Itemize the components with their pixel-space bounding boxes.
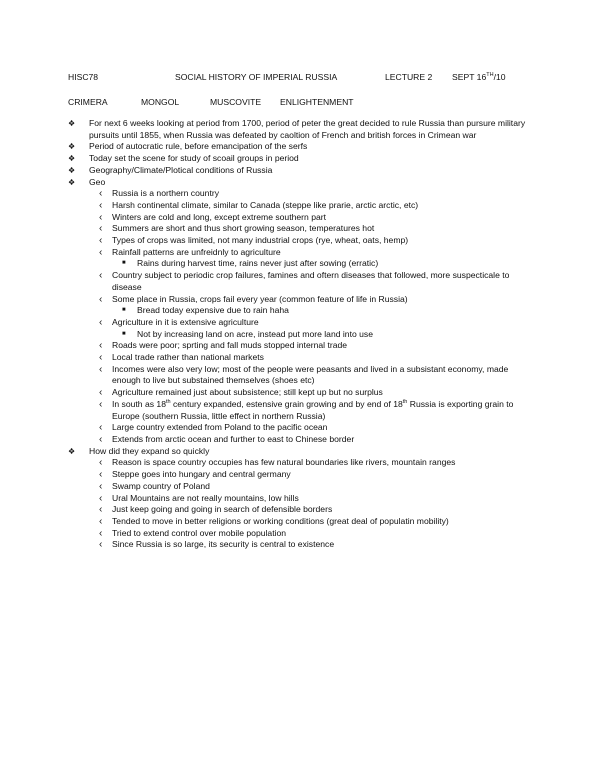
bullet-item-level-2 xyxy=(68,235,528,247)
bullet-text: Extends from arctic ocean and further to east to Chinese border xyxy=(112,433,355,444)
date-prefix: SEPT 16 xyxy=(452,72,487,82)
bullet-item-level-2 xyxy=(68,434,528,446)
bullet-item-level-2 xyxy=(68,528,528,540)
notes-list xyxy=(68,118,528,551)
bullet-text: Since Russia is so large, its security is central to existence xyxy=(112,539,335,550)
diamond-flower-bullet-icon: ❖ xyxy=(68,119,76,128)
check-arrow-bullet-icon: ‹ xyxy=(99,387,103,399)
bullet-text: Steppe goes into hungary and central germany xyxy=(112,469,291,480)
topic-muscovite: MUSCOVITE xyxy=(210,97,262,107)
bullet-item-level-2 xyxy=(68,352,528,364)
check-arrow-bullet-icon: ‹ xyxy=(99,433,103,445)
bullet-text: Country subject to periodic crop failures, famines and oftern diseases that followed, more suspecticale to disease xyxy=(112,270,510,292)
bullet-text: Agriculture remained just about subsistence; still kept up but no surplus xyxy=(112,387,383,398)
bullet-text: How did they expand so quickly xyxy=(89,445,210,456)
bullet-text: Summers are short and thus short growing season, temperatures hot xyxy=(112,223,375,234)
bullet-item-level-3 xyxy=(68,258,528,270)
bullet-item-level-2 xyxy=(68,340,528,352)
diamond-flower-bullet-icon: ❖ xyxy=(68,177,76,187)
bullet-item-level-1 xyxy=(68,165,528,177)
lecture-title: SOCIAL HISTORY OF IMPERIAL RUSSIA xyxy=(175,72,338,82)
bullet-item-level-2 xyxy=(68,457,528,469)
bullet-item-level-2 xyxy=(68,493,528,505)
bullet-item-level-1 xyxy=(68,153,528,165)
check-arrow-bullet-icon: ‹ xyxy=(99,480,103,492)
bullet-text: Some place in Russia, crops fail every year (common feature of life in Russia) xyxy=(112,293,408,304)
bullet-item-level-2 xyxy=(68,188,528,200)
bullet-item-level-2 xyxy=(68,294,528,306)
check-arrow-bullet-icon: ‹ xyxy=(99,199,103,211)
check-arrow-bullet-icon: ‹ xyxy=(99,235,103,247)
bullet-item-level-1 xyxy=(68,141,528,153)
bullet-text: Large country extended from Poland to the pacific ocean xyxy=(112,422,328,433)
bullet-text: Period of autocratic rule, before emancipation of the serfs xyxy=(89,141,308,152)
check-arrow-bullet-icon: ‹ xyxy=(99,340,103,352)
lecture-date xyxy=(452,72,506,82)
check-arrow-bullet-icon: ‹ xyxy=(99,492,103,504)
check-arrow-bullet-icon: ‹ xyxy=(99,246,103,258)
check-arrow-bullet-icon: ‹ xyxy=(99,211,103,223)
bullet-item-level-1 xyxy=(68,446,528,458)
check-arrow-bullet-icon: ‹ xyxy=(99,469,103,481)
diamond-flower-bullet-icon: ❖ xyxy=(68,154,76,164)
bullet-text: Tended to move in better religions or working conditions (great deal of populatin mobility) xyxy=(112,515,449,526)
bullet-text: Winters are cold and long, except extreme southern part xyxy=(112,211,327,222)
bullet-item-level-2 xyxy=(68,422,528,434)
bullet-item-level-2 xyxy=(68,539,528,551)
bullet-text: Types of crops was limited, not many industrial crops (rye, wheat, oats, hemp) xyxy=(112,235,409,246)
check-arrow-bullet-icon: ‹ xyxy=(99,422,103,434)
bullet-item-level-2 xyxy=(68,317,528,329)
bullet-item-level-3 xyxy=(68,329,528,341)
bullet-item-level-2 xyxy=(68,469,528,481)
bullet-text: Geo xyxy=(89,176,106,187)
check-arrow-bullet-icon: ‹ xyxy=(99,539,103,551)
bullet-text: For next 6 weeks looking at period from 1700, period of peter the great decided to rule Russia than pursure military pursuits until 1855, when Russia was defeated by caoltion of French and british forces in Crimean war xyxy=(89,118,526,140)
bullet-text: Rains during harvest time, rains never just after sowing (erratic) xyxy=(137,258,379,269)
check-arrow-bullet-icon: ‹ xyxy=(99,223,103,235)
check-arrow-bullet-icon: ‹ xyxy=(99,316,103,328)
topic-crimera: CRIMERA xyxy=(68,97,108,107)
square-bullet-icon: ■ xyxy=(122,307,126,314)
check-arrow-bullet-icon: ‹ xyxy=(99,504,103,516)
lecture-number: LECTURE 2 xyxy=(385,72,433,82)
bullet-text: Today set the scene for study of scoail groups in period xyxy=(89,153,299,164)
bullet-item-level-2 xyxy=(68,212,528,224)
diamond-flower-bullet-icon: ❖ xyxy=(68,446,76,456)
bullet-item-level-2 xyxy=(68,364,528,387)
square-bullet-icon: ■ xyxy=(122,330,126,337)
check-arrow-bullet-icon: ‹ xyxy=(99,270,103,282)
bullet-text: Reason is space country occupies has few natural boundaries like rivers, mountain ranges xyxy=(112,457,456,468)
topic-enlightenment: ENLIGHTENMENT xyxy=(280,97,354,107)
square-bullet-icon: ■ xyxy=(122,260,126,267)
bullet-item-level-1 xyxy=(68,118,528,141)
bullet-text: Bread today expensive due to rain haha xyxy=(137,305,289,316)
date-suffix: /10 xyxy=(493,72,506,82)
bullet-text: Russia is a northern country xyxy=(112,188,219,199)
check-arrow-bullet-icon: ‹ xyxy=(99,293,103,305)
bullet-item-level-2 xyxy=(68,516,528,528)
bullet-item-level-2 xyxy=(68,481,528,493)
check-arrow-bullet-icon: ‹ xyxy=(99,352,103,364)
check-arrow-bullet-icon: ‹ xyxy=(99,457,103,469)
date-sup: TH xyxy=(486,72,494,78)
bullet-text: Not by increasing land on acre, instead put more land into use xyxy=(137,328,373,339)
bullet-text: Tried to extend control over mobile population xyxy=(112,527,287,538)
bullet-text: Just keep going and going in search of defensible borders xyxy=(112,504,333,515)
check-arrow-bullet-icon: ‹ xyxy=(99,515,103,527)
topic-mongol: MONGOL xyxy=(141,97,180,107)
check-arrow-bullet-icon: ‹ xyxy=(99,363,103,375)
bullet-item-level-2 xyxy=(68,200,528,212)
bullet-item-level-2 xyxy=(68,247,528,259)
bullet-text: Roads were poor; sprting and fall muds stopped internal trade xyxy=(112,340,348,351)
bullet-text: Harsh continental climate, similar to Canada (steppe like prarie, arctic arctic, etc) xyxy=(112,199,419,210)
bullet-text: Swamp country of Poland xyxy=(112,480,210,491)
diamond-flower-bullet-icon: ❖ xyxy=(68,142,76,152)
check-arrow-bullet-icon: ‹ xyxy=(99,398,103,410)
bullet-item-level-2 xyxy=(68,504,528,516)
course-code: HISC78 xyxy=(68,72,99,82)
bullet-text: Incomes were also very low; most of the people were peasants and lived in a subsistant economy, made enough to live but substained themselves (shoes etc) xyxy=(112,363,509,386)
bullet-item-level-2 xyxy=(68,223,528,235)
check-arrow-bullet-icon: ‹ xyxy=(99,188,103,200)
bullet-text: Geography/Climate/Plotical conditions of Russia xyxy=(89,164,273,175)
bullet-item-level-2 xyxy=(68,387,528,399)
diamond-flower-bullet-icon: ❖ xyxy=(68,165,76,175)
bullet-item-level-3 xyxy=(68,305,528,317)
bullet-item-level-2 xyxy=(68,270,528,293)
bullet-text: Rainfall patterns are unfreidnly to agriculture xyxy=(112,246,281,257)
check-arrow-bullet-icon: ‹ xyxy=(99,527,103,539)
bullet-text: Local trade rather than national markets xyxy=(112,352,264,363)
bullet-text: In south as 18th century expanded, estensive grain growing and by end of 18th Russia is exporting grain to Europe (southern Russia, little effect in northern Russia) xyxy=(112,398,514,421)
bullet-item-level-2 xyxy=(68,399,528,422)
bullet-item-level-1 xyxy=(68,177,528,189)
bullet-text: Ural Mountains are not really mountains, low hills xyxy=(112,492,299,503)
bullet-text: Agriculture in it is extensive agriculture xyxy=(112,316,259,327)
